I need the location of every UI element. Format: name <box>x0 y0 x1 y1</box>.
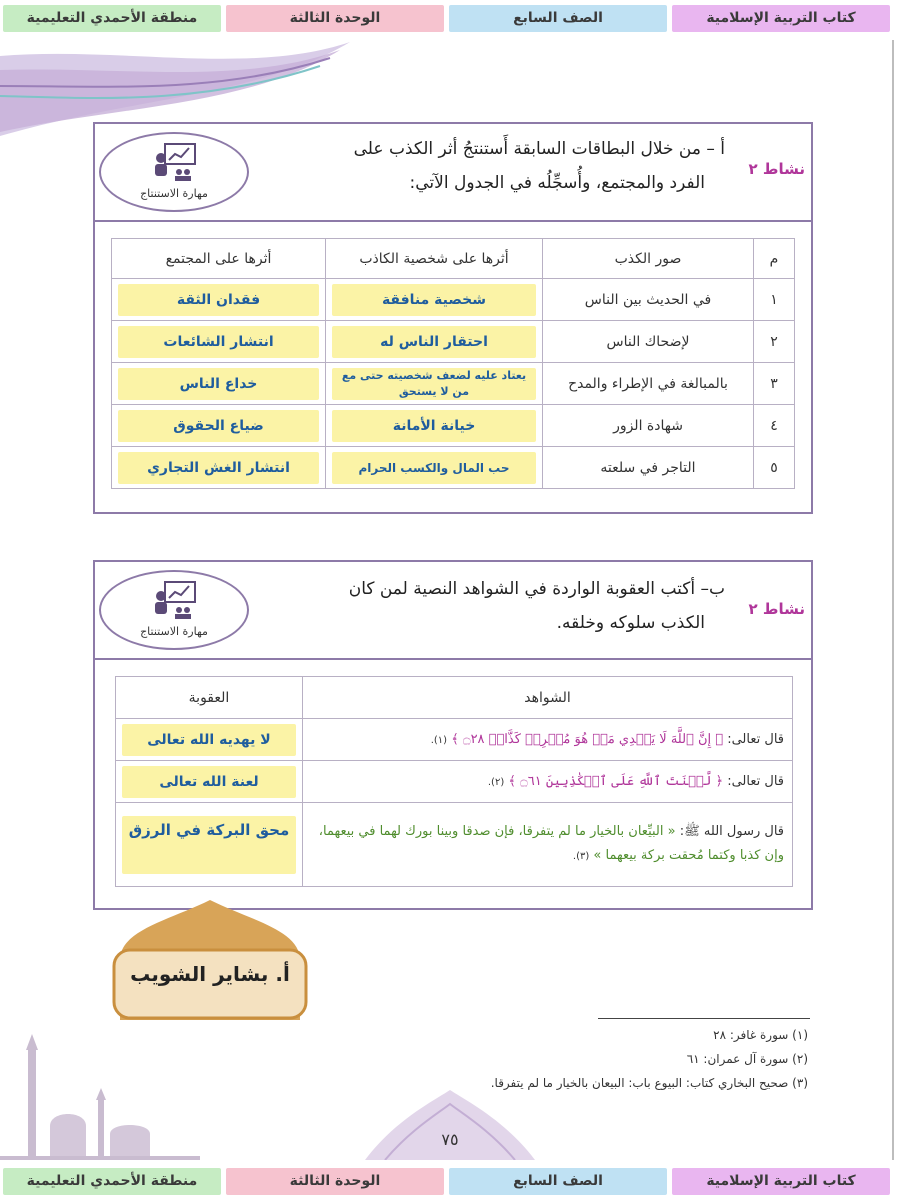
presentation-icon <box>153 580 197 620</box>
book-title: كتاب التربية الإسلامية <box>672 1168 890 1195</box>
col-num: م <box>754 239 795 279</box>
activity-b-section <box>93 560 813 910</box>
activity-a-header <box>95 124 811 222</box>
footnote-3: (٣) صحيح البخاري كتاب: البيوع باب: البيعان بالخيار ما لم يتفرقا. <box>490 1076 808 1090</box>
answer-cell: ضياع الحقوق <box>118 410 319 442</box>
skill-badge <box>99 570 249 650</box>
penalty-table <box>115 676 793 887</box>
region-label: منطقة الأحمدي التعليمية <box>3 1168 221 1195</box>
page-number: ٧٥ <box>441 1130 459 1149</box>
skill-badge <box>99 132 249 212</box>
footnote-1: (١) سورة غافر: ٢٨ <box>713 1028 808 1042</box>
answer-cell: خداع الناس <box>118 368 319 400</box>
unit-label: الوحدة الثالثة <box>226 1168 444 1195</box>
activity-question: ب– أكتب العقوبة الواردة في الشواهد النصية لمن كان الكذب سلوكه وخلقه. <box>348 579 725 633</box>
author-badge-shape <box>110 900 310 1020</box>
answer-cell: لا يهديه الله تعالى <box>122 724 296 756</box>
answer-cell: لعنة الله تعالى <box>122 766 296 798</box>
answer-cell: فقدان الثقة <box>118 284 319 316</box>
author-badge <box>110 940 310 1012</box>
verse-text: ﴿ إِنَّ ٱللَّهَ لَا يَهۡدِي مَنۡ هُوَ مُسۡرِفٞ كَذَّابٞ ۝٢٨ ﴾ <box>451 732 724 747</box>
page-border <box>892 40 894 1160</box>
activity-question: أ – من خلال البطاقات السابقة أَستنتجُ أثر الكذب على الفرد والمجتمع، وأُسجِّلُه في الجدول الآتي: <box>353 139 725 193</box>
region-label: منطقة الأحمدي التعليمية <box>3 5 221 32</box>
footnote-2: (٢) سورة آل عمران: ٦١ <box>686 1052 808 1066</box>
col-society: أثرها على المجتمع <box>112 239 326 279</box>
activity-label: نشاط ٢ <box>748 600 805 618</box>
activity-a-section <box>93 122 813 514</box>
footnote-divider <box>598 1018 810 1019</box>
footer-bar <box>0 1163 900 1197</box>
table-row: قال رسول الله ﷺ: « البيِّعان بالخيار ما لم يتفرقا، فإن صدقا وبينا بورك لهما في بيعهما، وإن كذبا وكتما مُحقت بركة بيعهما » (٣). محق البركة في الرزق <box>116 803 793 887</box>
table-row: ٢ لإضحاك الناس احتقار الناس له انتشار الشائعات <box>112 321 795 363</box>
answer-cell: احتقار الناس له <box>332 326 536 358</box>
mosque-silhouette <box>0 1030 200 1160</box>
hadith-text: « البيِّعان بالخيار ما لم يتفرقا، فإن صدقا وبينا بورك لهما في بيعهما، وإن كذبا وكتما مُحقت بركة بيعهما » <box>318 824 784 863</box>
col-penalty: العقوبة <box>116 677 303 719</box>
presentation-icon <box>153 142 197 182</box>
skill-label: مهارة الاستنتاج <box>140 187 208 200</box>
table-row: ١ في الحديث بين الناس شخصية منافقة فقدان الثقة <box>112 279 795 321</box>
answer-cell: حب المال والكسب الحرام <box>332 452 536 484</box>
verse-text: ﴿ لَّعۡنَتَ ٱللَّهِ عَلَى ٱلۡكَٰذِبِينَ ۝٦١ ﴾ <box>508 774 724 789</box>
skill-label: مهارة الاستنتاج <box>140 625 208 638</box>
answer-cell: انتشار الشائعات <box>118 326 319 358</box>
author-name: أ. بشاير الشويب <box>130 962 290 986</box>
table-row: قال تعالى: ﴿ إِنَّ ٱللَّهَ لَا يَهۡدِي مَنۡ هُوَ مُسۡرِفٞ كَذَّابٞ ۝٢٨ ﴾ (١). لا يهديه الله تعالى <box>116 719 793 761</box>
answer-cell: محق البركة في الرزق <box>122 816 296 874</box>
answer-cell: انتشار الغش التجاري <box>118 452 319 484</box>
table-row: ٥ التاجر في سلعته حب المال والكسب الحرام انتشار الغش التجاري <box>112 447 795 489</box>
col-personal: أثرها على شخصية الكاذب <box>326 239 543 279</box>
table-row: قال تعالى: ﴿ لَّعۡنَتَ ٱللَّهِ عَلَى ٱلۡكَٰذِبِينَ ۝٦١ ﴾ (٢). لعنة الله تعالى <box>116 761 793 803</box>
effects-table <box>111 238 795 489</box>
unit-label: الوحدة الثالثة <box>226 5 444 32</box>
col-form: صور الكذب <box>543 239 754 279</box>
book-title: كتاب التربية الإسلامية <box>672 5 890 32</box>
activity-label: نشاط ٢ <box>748 160 805 178</box>
grade-label: الصف السابع <box>449 5 667 32</box>
header-bar <box>0 0 900 34</box>
answer-cell: يعتاد عليه لضعف شخصيته حتى مع من لا يستحق <box>332 368 536 400</box>
activity-b-header <box>95 562 811 660</box>
table-row: ٤ شهادة الزور خيانة الأمانة ضياع الحقوق <box>112 405 795 447</box>
table-row: ٣ بالمبالغة في الإطراء والمدح يعتاد عليه لضعف شخصيته حتى مع من لا يستحق خداع الناس <box>112 363 795 405</box>
answer-cell: خيانة الأمانة <box>332 410 536 442</box>
grade-label: الصف السابع <box>449 1168 667 1195</box>
page-number-arch <box>365 1090 535 1160</box>
col-evidence: الشواهد <box>303 677 793 719</box>
answer-cell: شخصية منافقة <box>332 284 536 316</box>
